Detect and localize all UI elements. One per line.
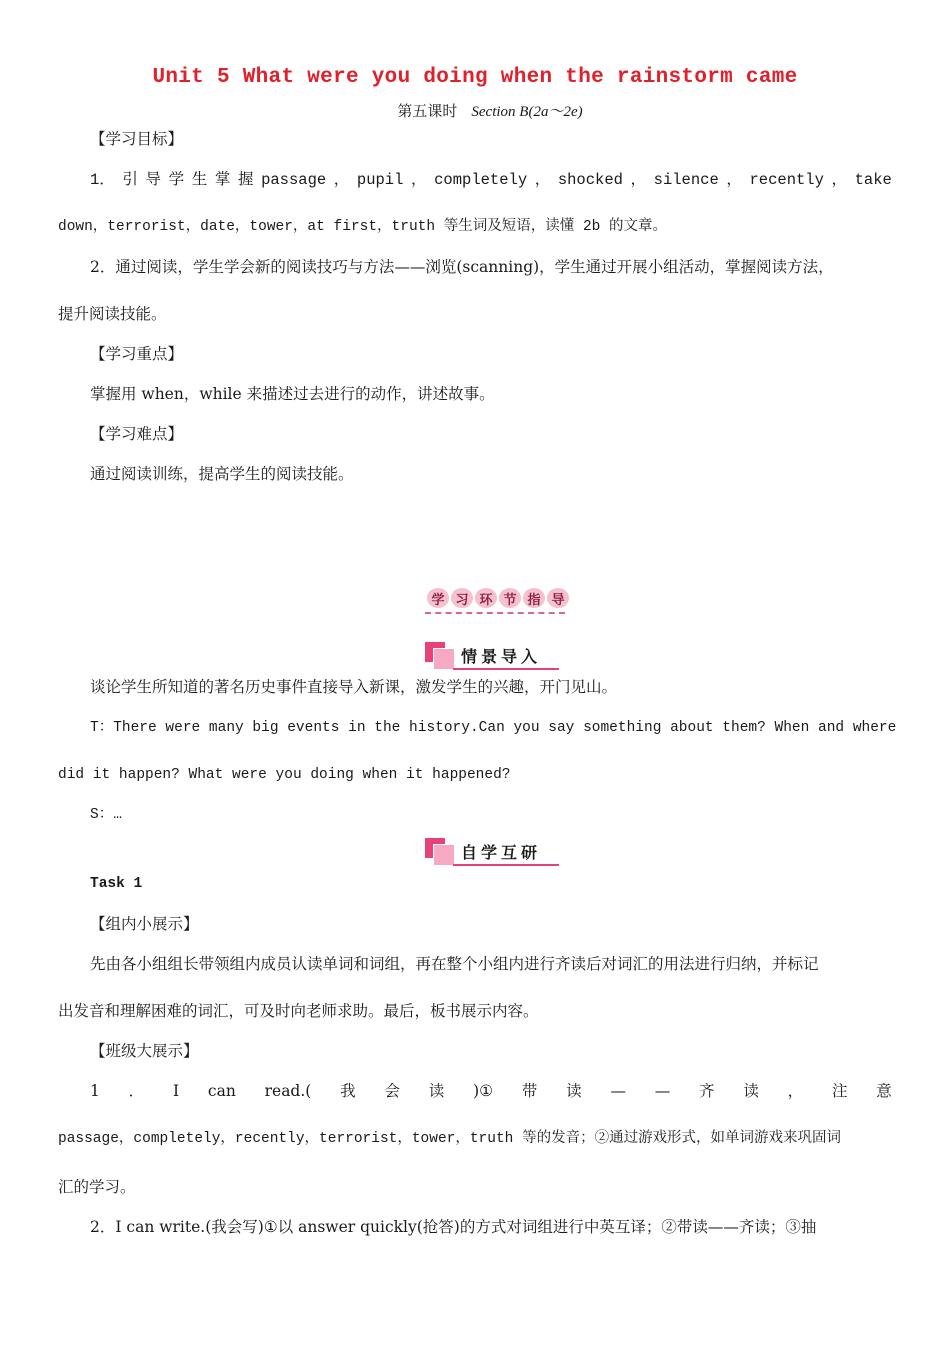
key-points-text: 掌握用 when，while 来描述过去进行的动作，讲述故事。	[90, 385, 495, 403]
study-guide-banner	[423, 588, 567, 614]
objective-item-1-word: ，	[534, 171, 551, 189]
objective-item-1-word: ，	[411, 171, 427, 189]
class-heading: 【班级大展示】	[90, 1042, 199, 1060]
banner-char: 导	[547, 588, 569, 608]
banner-char: 习	[451, 588, 473, 608]
difficulties-text: 通过阅读训练，提高学生的阅读技能。	[90, 465, 354, 483]
class-item-1-word: 齐	[699, 1082, 715, 1100]
banner-char: 学	[427, 588, 449, 608]
teacher-line-2: did it happen? What were you doing when it happened?	[58, 767, 511, 783]
class-item-1-word: )①	[473, 1082, 494, 1100]
objective-item-1-continued: down，terrorist，date，tower，at first，truth 等生词及短语，读懂 2b 的文章。	[58, 219, 668, 235]
objective-item-1-word: ，	[831, 171, 848, 189]
objective-item-2: 2．通过阅读，学生学会新的阅读技巧与方法——浏览(scanning)，学生通过开展小组活动，掌握阅读方法，	[90, 258, 834, 276]
class-item-1-word: 1	[90, 1082, 100, 1100]
class-item-1-word: can	[207, 1082, 236, 1100]
objective-item-1-word: 掌	[214, 171, 231, 189]
page-title: Unit 5 What were you doing when the rainstorm came	[152, 66, 798, 89]
page-subtitle	[0, 100, 950, 121]
class-item-1-word: 带	[521, 1082, 538, 1100]
objective-item-1-number: 1．	[90, 171, 115, 189]
objective-item-1-word: silence	[653, 171, 719, 189]
group-text-2: 出发音和理解困难的词汇，可及时向老师求助。最后，板书展示内容。	[58, 1002, 539, 1020]
objective-item-1-word: 引	[122, 171, 138, 189]
class-item-1-word: ，	[787, 1082, 804, 1100]
banner-char: 节	[499, 588, 521, 608]
objective-item-1-word: take	[854, 171, 892, 189]
section-label: Section B(2a～2e)	[471, 104, 583, 120]
objective-item-2-continued: 提升阅读技能。	[58, 305, 167, 323]
objective-item-1-word: ，	[726, 171, 742, 189]
objective-item-1-word: 学	[168, 171, 185, 189]
banner-char: 指	[523, 588, 545, 608]
self-study-header	[425, 838, 559, 866]
objective-item-1-word: recently	[749, 171, 824, 189]
objective-item-1-word: ，	[630, 171, 647, 189]
objective-item-1-word: 握	[237, 171, 254, 189]
class-item-1-word: I	[172, 1082, 180, 1100]
student-line: S：…	[90, 807, 122, 823]
lesson-label: 第五课时	[397, 102, 458, 120]
objective-item-1-word: 导	[145, 171, 162, 189]
scene-intro-header	[425, 642, 559, 670]
class-item-1-word: 意	[876, 1082, 892, 1100]
class-item-1	[90, 1080, 892, 1102]
objective-item-1-word: ，	[333, 171, 350, 189]
class-item-1-word: read.(	[264, 1082, 312, 1100]
scene-intro-label: 情景导入	[461, 647, 542, 666]
class-item-1-word: 注	[831, 1082, 848, 1100]
class-item-1-word: 读	[743, 1082, 759, 1100]
objective-item-1-word: shocked	[557, 171, 623, 189]
teacher-line-1: T：There were many big events in the history.Can you say something about them? When and where	[90, 720, 897, 736]
class-item-1-line-2: passage，completely，recently，terrorist，tower，truth 等的发音；②通过游戏形式，如单词游戏来巩固词	[58, 1131, 842, 1147]
group-heading: 【组内小展示】	[90, 915, 199, 933]
class-item-2: 2．I can write.(我会写)①以 answer quickly(抢答)的方式对词组进行中英互译；②带读——齐读；③抽	[90, 1218, 817, 1236]
class-item-1-word: 我	[340, 1082, 356, 1100]
objective-item-1-word: completely	[434, 171, 528, 189]
class-item-1-word: —	[654, 1082, 671, 1100]
class-item-1-word: ．	[128, 1082, 145, 1100]
task-title: Task 1	[90, 876, 143, 892]
objective-item-1-word: passage	[261, 171, 327, 189]
group-text-1: 先由各小组组长带领组内成员认读单词和词组，再在整个小组内进行齐读后对词汇的用法进行归纳，并标记	[90, 955, 819, 973]
class-item-1-word: 读	[428, 1082, 445, 1100]
scene-intro-text: 谈论学生所知道的著名历史事件直接导入新课，激发学生的兴趣，开门见山。	[90, 678, 618, 696]
self-study-label: 自学互研	[461, 843, 542, 862]
objective-item-1-word: pupil	[356, 171, 404, 189]
class-item-1-word: 会	[384, 1082, 400, 1100]
objective-item-1-word: 生	[191, 171, 208, 189]
key-points-heading: 【学习重点】	[90, 345, 184, 363]
class-item-1-word: 读	[566, 1082, 582, 1100]
banner-char: 环	[475, 588, 497, 608]
objective-item-1	[90, 169, 892, 191]
class-item-1-line-3: 汇的学习。	[58, 1178, 136, 1196]
difficulties-heading: 【学习难点】	[90, 425, 184, 443]
objectives-heading: 【学习目标】	[90, 130, 184, 148]
class-item-1-word: —	[610, 1082, 626, 1100]
